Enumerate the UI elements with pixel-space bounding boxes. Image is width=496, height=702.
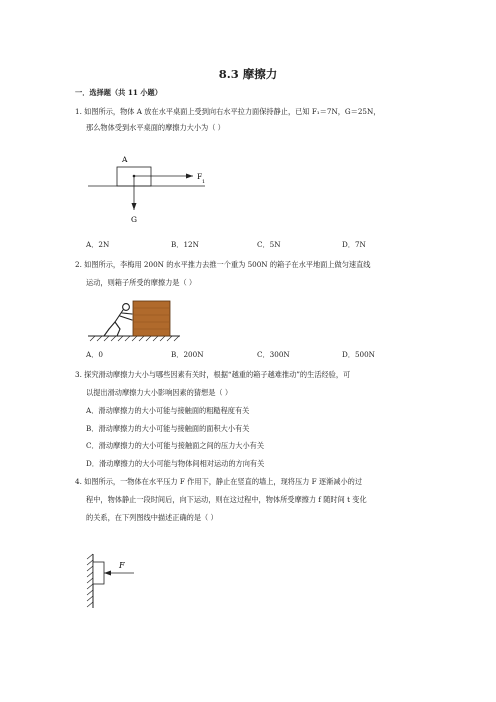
question-4-figure [84, 550, 164, 610]
question-2-text-line1: 2. 如图所示，李梅用 200N 的水平推力去推一个重为 500N 的箱子在水平地面上做匀速直线 [75, 260, 371, 269]
q3-option-d: D．滑动摩擦力的大小可能与物体间相对运动的方向有关 [86, 459, 265, 468]
q1-option-b: B．12N [171, 240, 199, 249]
label-f1: F [197, 172, 203, 181]
question-4-text-line2: 程中，物体静止一段时间后，向下运动，则在这过程中，物体所受摩擦力 f 随时间 t 变化 [86, 495, 367, 504]
wall-hatching [87, 554, 93, 607]
q1-option-d: D．7N [342, 240, 366, 249]
label-f: F [119, 561, 125, 570]
q2-option-d: D．500N [342, 350, 375, 359]
question-1-text-line2: 那么物体受到水平桌面的摩擦力大小为（ ） [86, 123, 225, 132]
label-g: G [131, 215, 137, 224]
question-1-text-line1: 1. 如图所示，物体 A 放在水平桌面上受到向右水平拉力面保持静止，已知 F₁＝7N，G＝25N， [75, 107, 381, 116]
section-heading: 一．选择题（共 11 小题） [75, 88, 162, 97]
force-f1-arrowhead [186, 174, 193, 179]
question-2-figure [82, 295, 192, 347]
question-3-text-line1: 3. 探究滑动摩擦力大小与哪些因素有关时，根据“越重的箱子越难推动”的生活经验，可 [75, 370, 351, 379]
q3-option-a: A．滑动摩擦力的大小可能与接触面的粗糙程度有关 [86, 406, 250, 415]
force-f-arrowhead [104, 571, 111, 576]
question-3-text-line2: 以提出滑动摩擦力大小影响因素的猜想是（ ） [86, 388, 233, 397]
label-f1-subscript: 1 [202, 179, 206, 185]
q1-option-a: A．2N [86, 240, 110, 249]
page-title: 8.3 摩擦力 [218, 67, 278, 81]
question-4-text-line1: 4. 如图所示，一物体在水平压力 F 作用下，静止在竖直的墙上，现将压力 F 逐渐减小的过 [75, 477, 363, 486]
q2-option-c: C．300N [257, 350, 290, 359]
ground-hatching [90, 336, 179, 341]
question-2-text-line2: 运动，则箱子所受的摩擦力是（ ） [86, 278, 197, 287]
question-1-figure [85, 150, 215, 228]
wooden-box [133, 301, 170, 336]
q2-option-b: B．200N [171, 350, 204, 359]
q3-option-b: B．滑动摩擦力的大小可能与接触面的面积大小有关 [86, 424, 250, 433]
gravity-arrowhead [132, 203, 137, 210]
q2-option-a: A．0 [86, 350, 103, 359]
question-4-text-line3: 的关系，在下列图线中描述正确的是（ ） [86, 513, 218, 522]
q3-option-c: C．滑动摩擦力的大小可能与接触面之间的压力大小有关 [86, 441, 265, 450]
pressed-block [93, 562, 104, 584]
q1-option-c: C．5N [257, 240, 281, 249]
pushing-person-icon [104, 304, 132, 336]
label-a: A [122, 155, 128, 164]
